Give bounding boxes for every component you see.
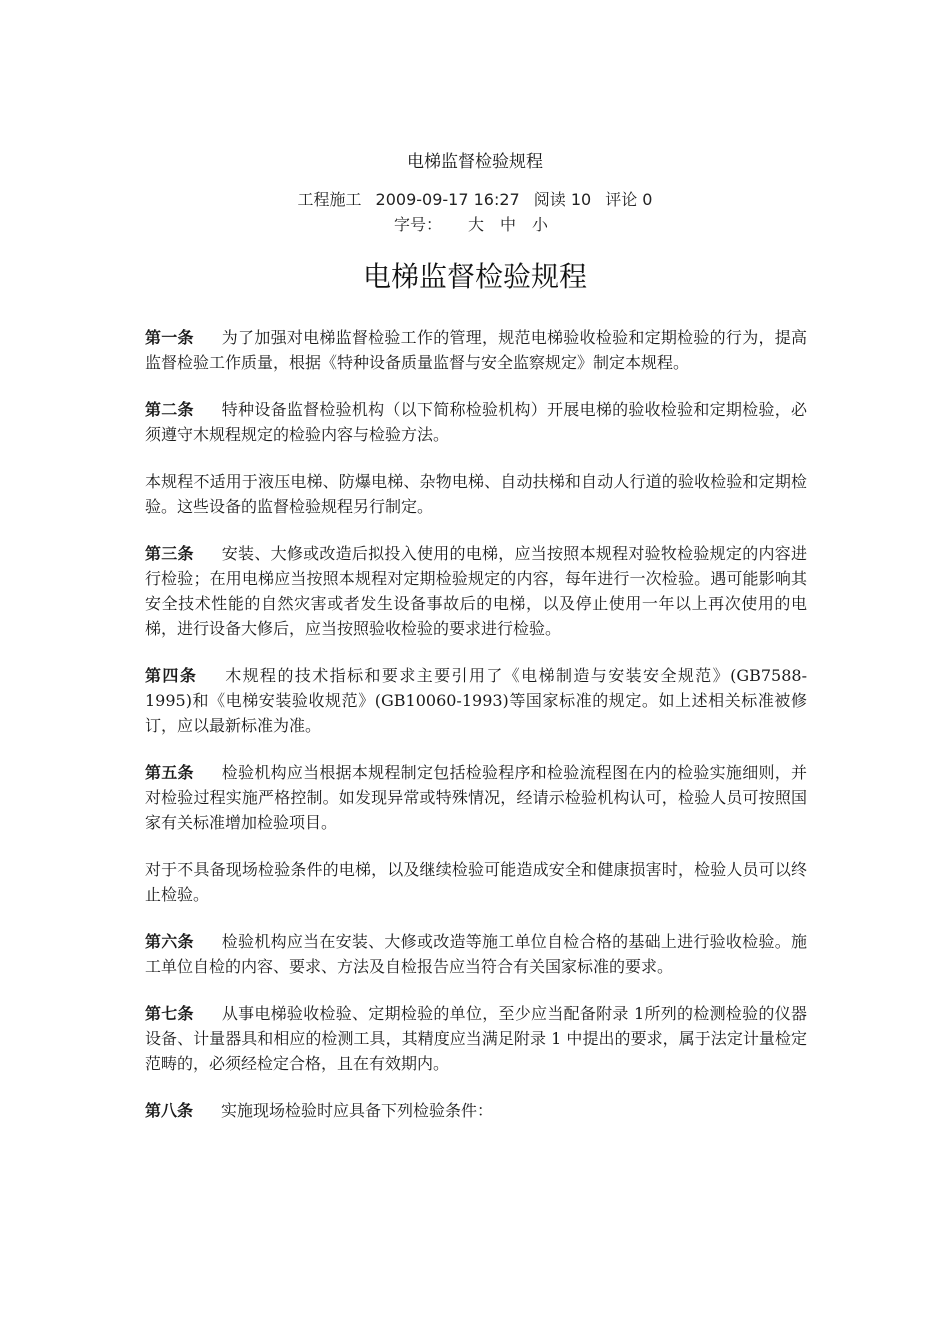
article-number: 第八条 — [145, 1101, 194, 1120]
post-datetime: 2009-09-17 16:27 — [375, 190, 520, 209]
paragraph-text: 检验机构应当根据本规程制定包括检验程序和检验流程图在内的检验实施细则，并对检验过程实施严格控制。如发现异常或特殊情况，经请示检验机构认可，检验人员可按照国家有关标准增加检验项目。 — [145, 763, 807, 832]
document-title: 电梯监督检验规程 — [362, 260, 587, 293]
paragraph — [145, 325, 807, 375]
article-number: 第七条 — [145, 1004, 194, 1023]
post-category[interactable]: 工程施工 — [297, 190, 362, 209]
paragraph — [145, 1098, 807, 1123]
paragraph — [145, 1001, 807, 1076]
paragraph — [145, 541, 807, 641]
font-size-large-link[interactable]: 大 — [467, 215, 484, 234]
read-count: 阅读 10 — [533, 190, 592, 209]
paragraph-text: 对于不具备现场检验条件的电梯，以及继续检验可能造成安全和健康损害时，检验人员可以终止检验。 — [145, 860, 807, 904]
article-number: 第四条 — [145, 666, 198, 685]
paragraph — [145, 663, 807, 738]
paragraph-text: 特种设备监督检验机构（以下简称检验机构）开展电梯的验收检验和定期检验，必须遵守木规程规定的检验内容与检验方法。 — [145, 400, 807, 444]
paragraph-text: 实施现场检验时应具备下列检验条件： — [221, 1101, 494, 1120]
paragraph-text: 为了加强对电梯监督检验工作的管理，规范电梯验收检验和定期检验的行为，提高监督检验工作质量，根据《特种设备质量监督与安全监察规定》制定本规程。 — [145, 328, 807, 372]
paragraph-text: 安装、大修或改造后拟投入使用的电梯，应当按照本规程对验牧检验规定的内容进行检验；在用电梯应当按照本规程对定期检验规定的内容，每年进行一次检验。遇可能影响其安全技术性能的自然灾害或者发生设备事故后的电梯，以及停止使用一年以上再次使用的电梯，进行设备大修后，应当按照验收检验的要求进行检验。 — [145, 544, 807, 638]
paragraph — [145, 760, 807, 835]
document-body — [145, 325, 807, 1145]
paragraph-text: 木规程的技术指标和要求主要引用了《电梯制造与安装安全规范》(GB7588-1995)和《电梯安装验收规范》(GB10060-1993)等国家标准的规定。如上述相关标准被修订，应以最新标准为准。 — [145, 666, 807, 735]
comment-count[interactable]: 评论 0 — [605, 190, 653, 209]
blog-post-title: 电梯监督检验规程 — [407, 152, 543, 172]
article-number: 第二条 — [145, 400, 194, 419]
article-number: 第五条 — [145, 763, 194, 782]
paragraph-text: 本规程不适用于液压电梯、防爆电梯、杂物电梯、自动扶梯和自动人行道的验收检验和定期检验。这些设备的监督检验规程另行制定。 — [145, 472, 807, 516]
paragraph — [145, 857, 807, 907]
font-size-label: 字号： — [393, 215, 442, 234]
font-size-small-link[interactable]: 小 — [532, 215, 549, 234]
font-size-switcher — [0, 212, 950, 235]
article-number: 第六条 — [145, 932, 194, 951]
paragraph — [145, 469, 807, 519]
paragraph — [145, 929, 807, 979]
article-number: 第一条 — [145, 328, 194, 347]
paragraph — [145, 397, 807, 447]
article-number: 第三条 — [145, 544, 194, 563]
post-meta — [0, 187, 950, 210]
paragraph-text: 检验机构应当在安装、大修或改造等施工单位自检合格的基础上进行验收检验。施工单位自检的内容、要求、方法及自检报告应当符合有关国家标准的要求。 — [145, 932, 807, 976]
font-size-medium-link[interactable]: 中 — [500, 215, 517, 234]
paragraph-text: 从事电梯验收检验、定期检验的单位，至少应当配备附录 1所列的检测检验的仪器设备、计量器具和相应的检测工具，其精度应当满足附录 1 中提出的要求，属于法定计量检定范畴的，必须经检定合格，且在有效期内。 — [145, 1004, 807, 1073]
